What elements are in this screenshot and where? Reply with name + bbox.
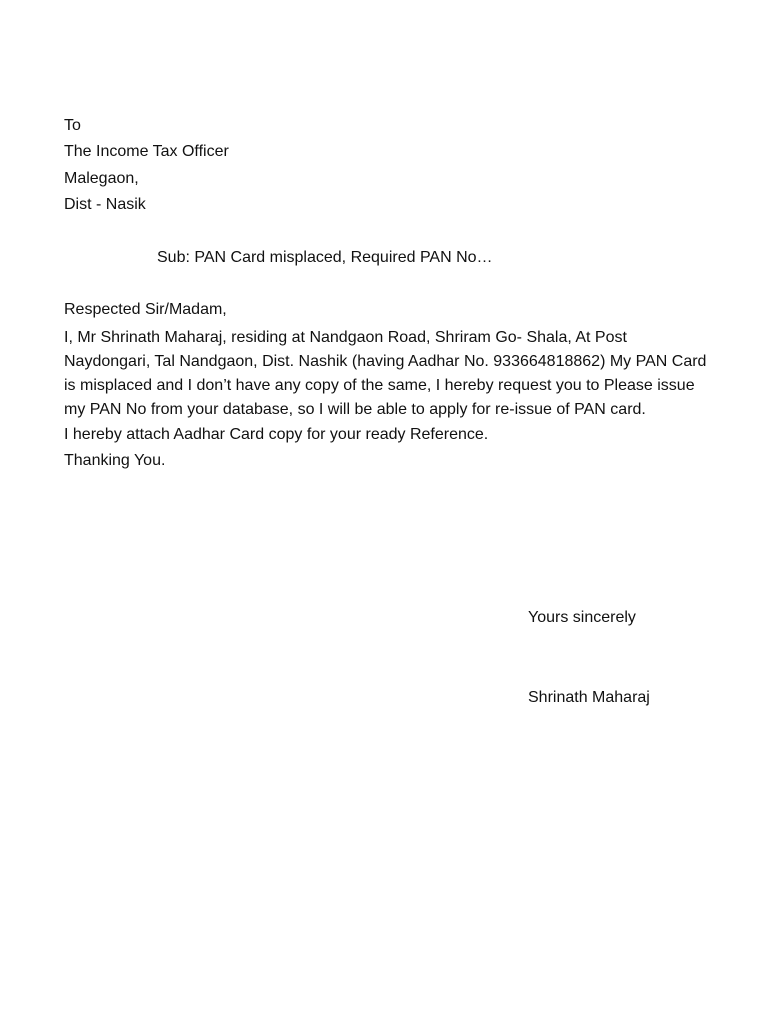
body-line: Naydongari, Tal Nandgaon, Dist. Nashik (having Aadhar No. 933664818862) My PAN Card: [64, 353, 707, 370]
subject-line: Sub: PAN Card misplaced, Required PAN No…: [157, 249, 493, 266]
salutation: Respected Sir/Madam,: [64, 301, 227, 318]
signature-name: Shrinath Maharaj: [528, 689, 650, 706]
body-line: is misplaced and I don’t have any copy of the same, I hereby request you to Please issue: [64, 377, 695, 394]
body-line: my PAN No from your database, so I will be able to apply for re-issue of PAN card.: [64, 401, 646, 418]
body-line: I, Mr Shrinath Maharaj, residing at Nandgaon Road, Shriram Go- Shala, At Post: [64, 329, 627, 346]
closing: Yours sincerely: [528, 609, 636, 626]
thanks-line: Thanking You.: [64, 452, 166, 469]
address-officer: The Income Tax Officer: [64, 143, 229, 160]
address-city: Malegaon,: [64, 170, 139, 187]
address-to: To: [64, 117, 81, 134]
body-paragraph: [64, 326, 724, 422]
address-district: Dist - Nasik: [64, 196, 146, 213]
attachment-note: I hereby attach Aadhar Card copy for your ready Reference.: [64, 426, 489, 443]
